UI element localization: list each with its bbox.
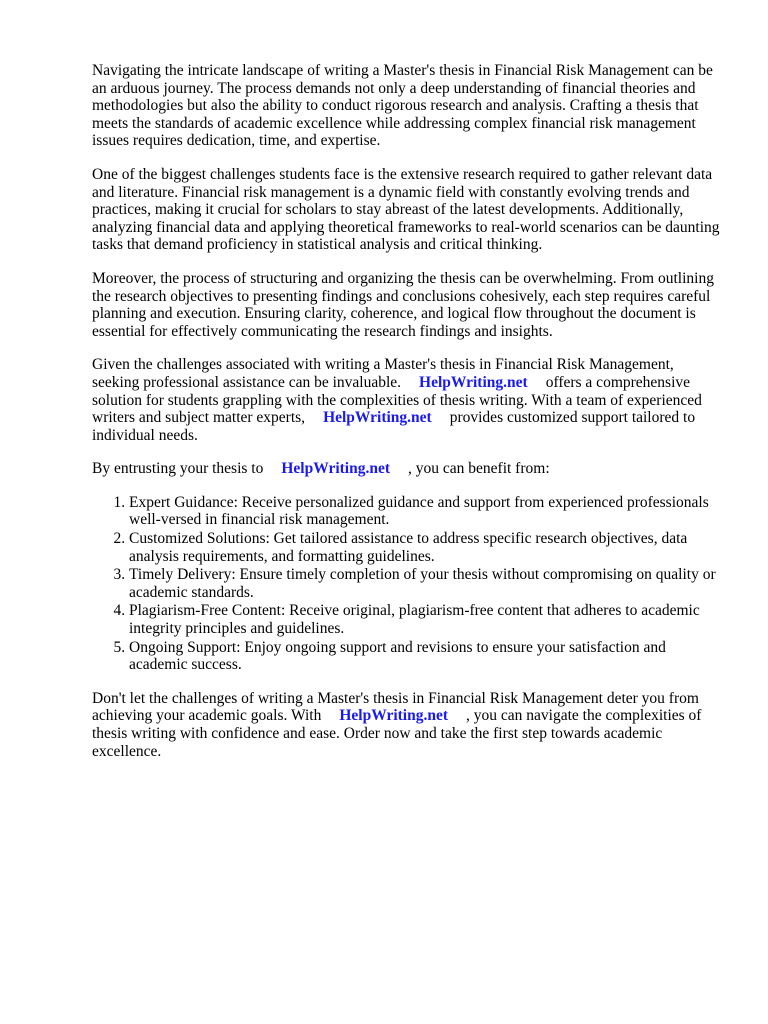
list-item: 2. Customized Solutions: Get tailored assistance to address specific research objectives, data analysis requirements, and formatting guidelines. bbox=[129, 530, 724, 565]
helpwriting-link-4[interactable]: HelpWriting.net bbox=[339, 707, 449, 725]
helpwriting-link-2[interactable]: HelpWriting.net bbox=[323, 409, 432, 427]
paragraph-challenges: One of the biggest challenges students face is the extensive research required to gather relevant data and literature. Financial risk management is a dynamic field with constantly evolving trends and practices, making it crucial for scholars to stay abreast of the latest developments. Additionally, analyzing financial data and applying theoretical frameworks to real-world scenarios can be daunting tasks that demand proficiency in statistical analysis and critical thinking. bbox=[92, 165, 720, 254]
list-item: 1. Expert Guidance: Receive personalized guidance and support from experienced professionals well-versed in financial risk management. bbox=[129, 494, 724, 529]
benefits-list bbox=[92, 494, 724, 674]
paragraph-entrusting-text-1: By entrusting your thesis to bbox=[92, 460, 264, 478]
helpwriting-link-1[interactable]: HelpWriting.net bbox=[419, 373, 528, 391]
paragraph-assistance-text-3: provides customized support tailored to individual needs. bbox=[92, 409, 696, 444]
document-body bbox=[92, 62, 724, 776]
paragraph-assistance bbox=[92, 356, 724, 444]
paragraph-conclusion-text-1: Don't let the challenges of writing a Master's thesis in Financial Risk Management deter you from achieving your academic goals. With bbox=[92, 689, 699, 725]
paragraph-assistance-text-2: offers a comprehensive solution for students grappling with the complexities of thesis writing. With a team of experienced writers and subject matter experts, bbox=[92, 373, 702, 427]
helpwriting-link-3[interactable]: HelpWriting.net bbox=[281, 460, 391, 478]
list-item: 3. Timely Delivery: Ensure timely completion of your thesis without compromising on quality or academic standards. bbox=[129, 566, 724, 601]
list-item: 4. Plagiarism-Free Content: Receive original, plagiarism-free content that adheres to academic integrity principles and guidelines. bbox=[129, 602, 724, 637]
paragraph-conclusion-text-2: , you can navigate the complexities of thesis writing with confidence and ease. Order now and take the first step towards academic excellence. bbox=[92, 707, 702, 760]
paragraph-intro: Navigating the intricate landscape of writing a Master's thesis in Financial Risk Management can be an arduous journey. The process demands not only a deep understanding of financial theories and methodologies but also the ability to conduct rigorous research and analysis. Crafting a thesis that meets the standards of academic excellence while addressing complex financial risk management issues requires dedication, time, and expertise. bbox=[92, 62, 713, 150]
list-item: 5. Ongoing Support: Enjoy ongoing support and revisions to ensure your satisfaction and academic success. bbox=[129, 639, 724, 674]
paragraph-assistance-text-1: Given the challenges associated with writing a Master's thesis in Financial Risk Management, seeking professional assistance can be invaluable. bbox=[92, 356, 674, 391]
paragraph-structuring: Moreover, the process of structuring and organizing the thesis can be overwhelming. From outlining the research objectives to presenting findings and conclusions cohesively, each step requires careful planning and execution. Ensuring clarity, coherence, and logical flow throughout the document is essential for effectively communicating the research findings and insights. bbox=[92, 269, 714, 340]
paragraph-entrusting bbox=[92, 460, 724, 478]
paragraph-conclusion bbox=[92, 690, 724, 760]
paragraph-entrusting-text-2: , you can benefit from: bbox=[408, 460, 550, 478]
